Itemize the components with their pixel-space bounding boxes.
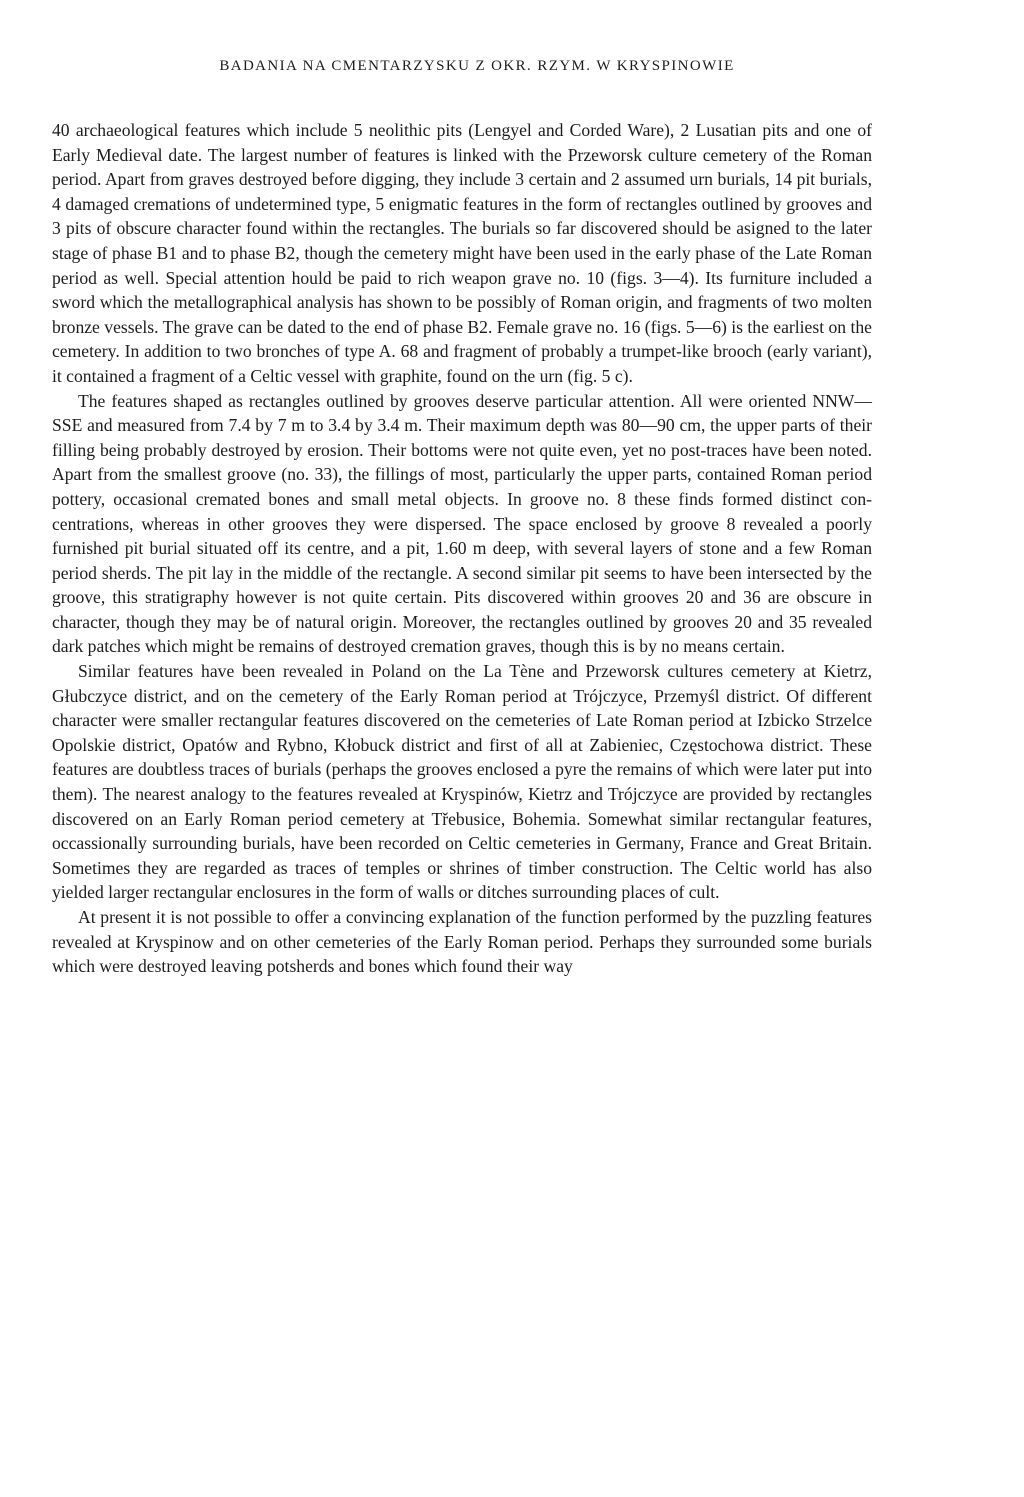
paragraph-4: At present it is not possible to offer a convincing explanation of the function performed by the puzzling features revealed at Kryspinow and on other cemeteries of the Early Roman period. Perhaps they surrounded some burials which were destroyed leaving potsherds and bones which found their way bbox=[52, 907, 872, 977]
body-text bbox=[52, 118, 872, 979]
paragraph-1: 40 archaeological features which include 5 neolithic pits (Lengyel and Corded Ware), 2 Lusatian pits and one of Early Medieval date. The largest number of features is linked with the Przeworsk culture cemetery of the Roman period. Apart from graves destroyed before digging, they include 3 certain and 2 assumed urn burials, 14 pit burials, 4 damaged cremations of undetermined type, 5 enigmatic features in the form of rectangles outlined by grooves and 3 pits of obscure character found within the rectangles. The burials so far discovered should be asigned to the later stage of phase B1 and to phase B2, though the cemetery might have been used in the early phase of the Late Roman period as well. Special attention hould be paid to rich weapon grave no. 10 (figs. 3—4). Its furniture included a sword which the metallographical analysis has shown to be possibly of Roman origin, and fragments of two molten bronze vessels. The grave can be dated to the end of phase B2. Female grave no. 16 (figs. 5—6) is the earliest on the cemetery. In addition to two bronches of type A. 68 and fragment of probably a trumpet-like brooch (early variant), it contained a fragment of a Celtic vessel with graphite, found on the urn (fig. 5 c). bbox=[52, 120, 872, 386]
paragraph-2: The features shaped as rectangles outlined by grooves deserve particular attention. All were oriented NNW—SSE and measured from 7.4 by 7 m to 3.4 by 3.4 m. Their maximum depth was 80—90 cm, the upper parts of their filling being probably destroyed by erosion. Their bottoms were not quite even, yet no post-traces have been noted. Apart from the smallest groove (no. 33), the fillings of most, particularly the upper parts, contained Roman period pottery, occasional cremated bones and small metal objects. In groove no. 8 these finds formed distinct concentrations, whereas in other grooves they were dispersed. The space enclosed by groove 8 revealed a poorly furnished pit burial situated off its centre, and a pit, 1.60 m deep, with several layers of stone and a few Roman period sherds. The pit lay in the middle of the rectangle. A second similar pit seems to have been intersected by the groove, this stratigraphy however is not quite certain. Pits discovered within grooves 20 and 36 are obscure in character, though they may be of natural origin. Moreover, the rectangles outlined by grooves 20 and 35 revealed dark patches which might be remains of destroyed cremation graves, though this is by no means certain. bbox=[52, 390, 872, 657]
running-head: BADANIA NA CMENTARZYSKU Z OKR. RZYM. W KRYSPINOWIE bbox=[219, 58, 735, 74]
paragraph-3: Similar features have been revealed in Poland on the La Tène and Przeworsk cultures cemetery at Kietrz, Głubczyce district, and on the cemetery of the Early Roman period at Trójczyce, Przemyśl district. Of different character were smaller rectangular features discovered on the cemeteries of Late Roman period at Izbicko Strzelce Opolskie district, Opatów and Rybno, Kłobuck district and first of all at Zabieniec, Częstochowa district. These features are doubtless traces of burials (perhaps the grooves enclosed a pyre the remains of which were later put into them). The nearest analogy to the features revealed at Kryspinów, Kietrz and Trójczyce are provided by rectangles discovered on an Early Roman period cemetery at Třebusice, Bohemia. Somewhat similar rectangular features, occassionally surrounding burials, have been recorded on Celtic cemeteries in Germany, France and Great Britain. Sometimes they are regarded as traces of temples or shrines of timber construction. The Celtic world has also yielded larger rectangular enclosures in the form of walls or ditches surrounding places of cult. bbox=[52, 661, 872, 903]
